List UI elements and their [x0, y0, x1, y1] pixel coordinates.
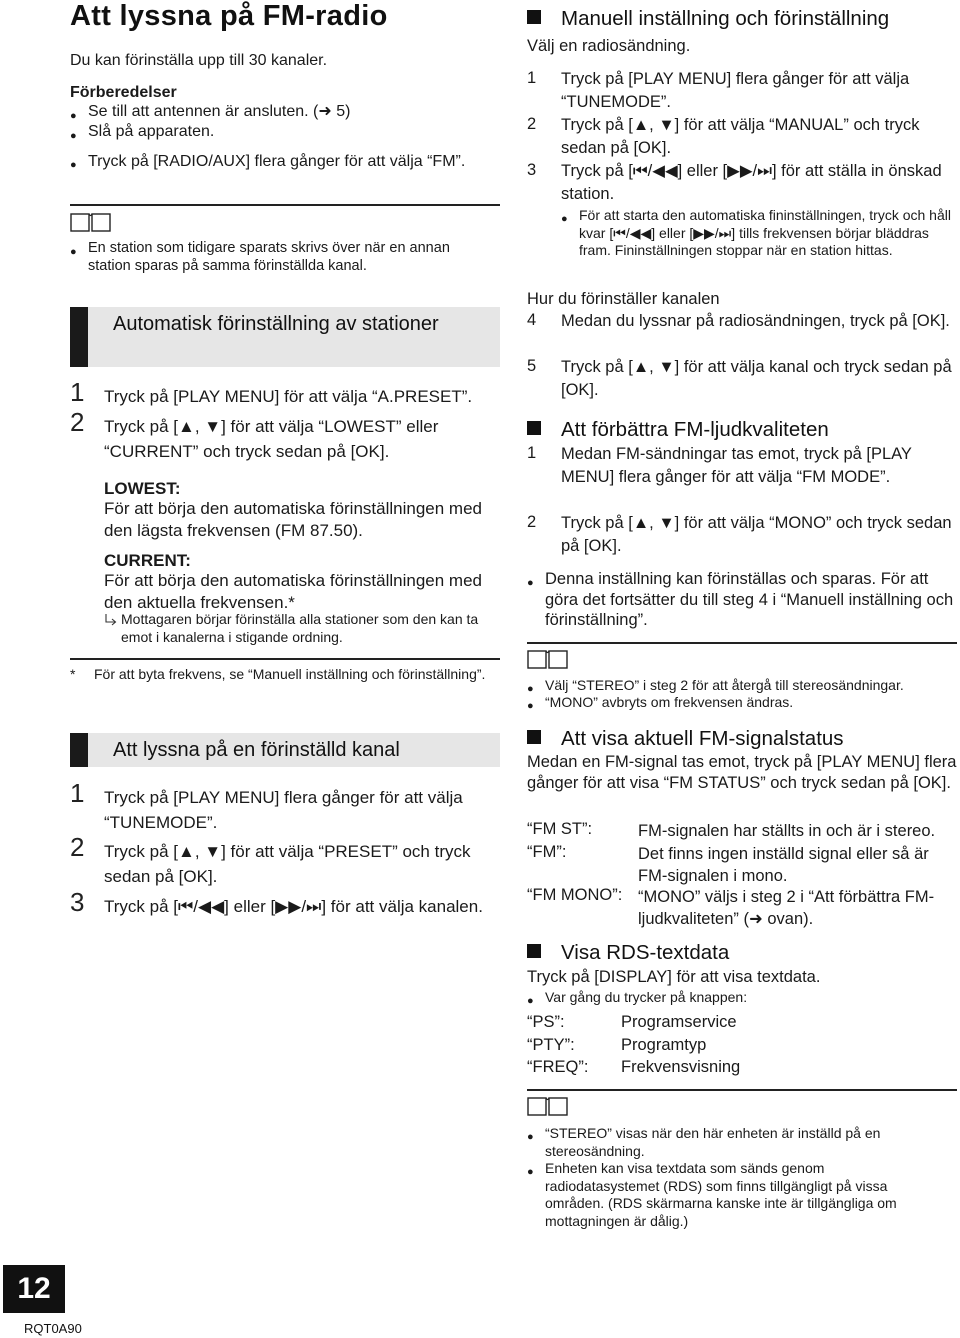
- step-number: 2: [527, 513, 537, 531]
- status-desc-fm: Det finns ingen inställd signal eller så är FM-signalen i mono.: [638, 845, 929, 885]
- footnote-mark: *: [70, 666, 76, 682]
- manual-step-2: Tryck på [▲, ▼] för att välja “MANUAL” och tryck sedan på [OK].: [561, 116, 920, 157]
- fm-status-intro: Medan en FM-signal tas emot, tryck på [PLAY MENU] flera gånger för att visa “FM STATUS” och tryck sedan på [OK].: [527, 753, 957, 792]
- note-rds-availability: ● Enheten kan visa textdata som sänds genom radiodatasystemet (RDS) som finns tillgängligt på vissa områden. (RDS skärmarna kanske inte är tillgängliga om mottagningen är dålig.): [527, 1160, 937, 1230]
- rds-term-freq: “FREQ”:: [527, 1058, 589, 1076]
- manual-step-4: Medan du lyssnar på radiosändningen, tryck på [OK].: [561, 312, 950, 330]
- quality-step-1: Medan FM-sändningar tas emot, tryck på [PLAY MENU] flera gånger för att välja “FM MODE”.: [561, 445, 912, 486]
- manual-fine-tuning-note: ● För att starta den automatiska fininställningen, tryck och håll kvar [⏮/◀◀] eller [▶▶/⏭] tills frekvensen börjar bläddras fram. Fininställningen stoppar när en station hittas.: [561, 207, 957, 260]
- manual-step-5: Tryck på [▲, ▼] för att välja kanal och tryck sedan på [OK].: [561, 358, 952, 399]
- square-bullet-icon: [527, 730, 541, 744]
- manual-step-1: Tryck på [PLAY MENU] flera gånger för att välja “TUNEMODE”.: [561, 70, 910, 111]
- divider: [527, 1089, 957, 1091]
- step-number: 5: [527, 357, 537, 375]
- intro-text: Du kan förinställa upp till 30 kanaler.: [70, 52, 328, 69]
- status-term-fm-st: “FM ST”:: [527, 820, 593, 838]
- rds-desc-pty: Programtyp: [621, 1036, 707, 1054]
- status-desc-fm-mono: “MONO” väljs i steg 2 i “Att förbättra FM-ljudkvaliteten” (➜ ovan).: [638, 888, 935, 928]
- square-bullet-icon: [527, 10, 541, 24]
- prep-item-select-fm: ● Tryck på [RADIO/AUX] flera gånger för att välja “FM”.: [70, 151, 470, 172]
- square-bullet-icon: [527, 944, 541, 958]
- page-number: 12: [3, 1265, 65, 1313]
- preset-channel-heading-box: [70, 733, 500, 767]
- manual-step-3: Tryck på [⏮/◀◀] eller [▶▶/⏭] för att ställa in önskad station.: [561, 162, 942, 203]
- square-bullet-icon: [527, 421, 541, 435]
- quality-save-note: ● Denna inställning kan förinställas och sparas. För att göra det fortsätter du till steg 4 i “Manuell inställning och förinställning”.: [527, 569, 957, 631]
- step-number: 3: [70, 887, 85, 917]
- fm-status-heading: Att visa aktuell FM-signalstatus: [527, 727, 844, 751]
- current-label: CURRENT:: [104, 551, 191, 570]
- step-number: 1: [527, 69, 537, 87]
- rds-desc-ps: Programservice: [621, 1013, 737, 1031]
- rds-intro: Tryck på [DISPLAY] för att visa textdata.: [527, 968, 821, 986]
- how-to-preset-heading: Hur du förinställer kanalen: [527, 290, 720, 308]
- page-title: Att lyssna på FM-radio: [70, 0, 388, 32]
- preparations-heading: Förberedelser: [70, 84, 177, 101]
- note-mono-cancel: ● “MONO” avbryts om frekvensen ändras.: [527, 694, 957, 712]
- note-overwrite-preset: ● En station som tidigare sparats skrivs över när en annan station sparas på samma förinställda kanal.: [70, 239, 490, 275]
- rds-term-ps: “PS”:: [527, 1013, 565, 1031]
- lowest-description: För att börja den automatiska förinställningen med den lägsta frekvensen (FM 87.50).: [104, 499, 482, 540]
- preset-channel-heading: Att lyssna på en förinställd kanal: [113, 739, 400, 761]
- lowest-label: LOWEST:: [104, 479, 181, 498]
- heading-bar: [70, 307, 88, 367]
- status-term-fm-mono: “FM MONO”:: [527, 886, 623, 904]
- current-description: För att börja den automatiska förinställningen med den aktuella frekvensen.*: [104, 571, 482, 612]
- quality-step-2: Tryck på [▲, ▼] för att välja “MONO” och tryck sedan på [OK].: [561, 514, 952, 555]
- status-term-fm: “FM”:: [527, 843, 567, 861]
- step-number: 3: [527, 161, 537, 179]
- divider: [70, 204, 500, 206]
- rds-each-press: ● Var gång du trycker på knappen:: [527, 989, 957, 1007]
- step-number: 1: [527, 444, 537, 462]
- footnote: För att byta frekvens, se “Manuell inställning och förinställning”.: [94, 666, 486, 682]
- result-arrow-icon: [104, 613, 118, 627]
- step-number: 1: [70, 778, 85, 808]
- note-icon: [70, 213, 112, 233]
- auto-preset-result: Mottagaren börjar förinställa alla stationer som den kan ta emot i kanalerna i stigande ordning.: [121, 611, 479, 645]
- step-number: 4: [527, 311, 537, 329]
- preset-step-2: Tryck på [▲, ▼] för att välja “PRESET” och tryck sedan på [OK].: [104, 842, 471, 886]
- fm-quality-heading: Att förbättra FM-ljudkvaliteten: [527, 418, 829, 442]
- auto-step-2: Tryck på [▲, ▼] för att välja “LOWEST” eller “CURRENT” och tryck sedan på [OK].: [104, 417, 439, 461]
- rds-heading: Visa RDS-textdata: [527, 941, 729, 965]
- auto-preset-heading: Automatisk förinställning av stationer: [113, 313, 439, 335]
- rds-term-pty: “PTY”:: [527, 1036, 575, 1054]
- note-icon: [527, 650, 569, 670]
- heading-bar: [70, 733, 88, 767]
- rds-desc-freq: Frekvensvisning: [621, 1058, 741, 1076]
- preset-step-1: Tryck på [PLAY MENU] flera gånger för att välja “TUNEMODE”.: [104, 788, 463, 832]
- manual-sub: Välj en radiosändning.: [527, 37, 691, 55]
- preset-step-3: Tryck på [⏮/◀◀] eller [▶▶/⏭] för att välja kanalen.: [104, 897, 483, 916]
- auto-step-1: Tryck på [PLAY MENU] för att välja “A.PRESET”.: [104, 387, 473, 406]
- note-stereo-display: ● “STEREO” visas när den här enheten är inställd på en stereosändning.: [527, 1125, 937, 1160]
- status-desc-fm-st: FM-signalen har ställts in och är i stereo.: [638, 822, 936, 840]
- document-code: RQT0A90: [24, 1321, 82, 1336]
- manual-tuning-heading: Manuell inställning och förinställning: [527, 7, 889, 31]
- divider: [70, 658, 500, 660]
- note-stereo-return: ● Välj “STEREO” i steg 2 för att återgå till stereosändningar.: [527, 677, 957, 695]
- step-number: 2: [70, 407, 85, 437]
- divider: [527, 642, 957, 644]
- prep-item-antenna: ● Se till att antennen är ansluten. (➜ 5): [70, 102, 502, 122]
- step-number: 1: [70, 377, 85, 407]
- prep-item-power: ● Slå på apparaten.: [70, 122, 502, 142]
- note-icon: [527, 1097, 569, 1117]
- step-number: 2: [70, 832, 85, 862]
- auto-preset-heading-box: [70, 307, 500, 367]
- step-number: 2: [527, 115, 537, 133]
